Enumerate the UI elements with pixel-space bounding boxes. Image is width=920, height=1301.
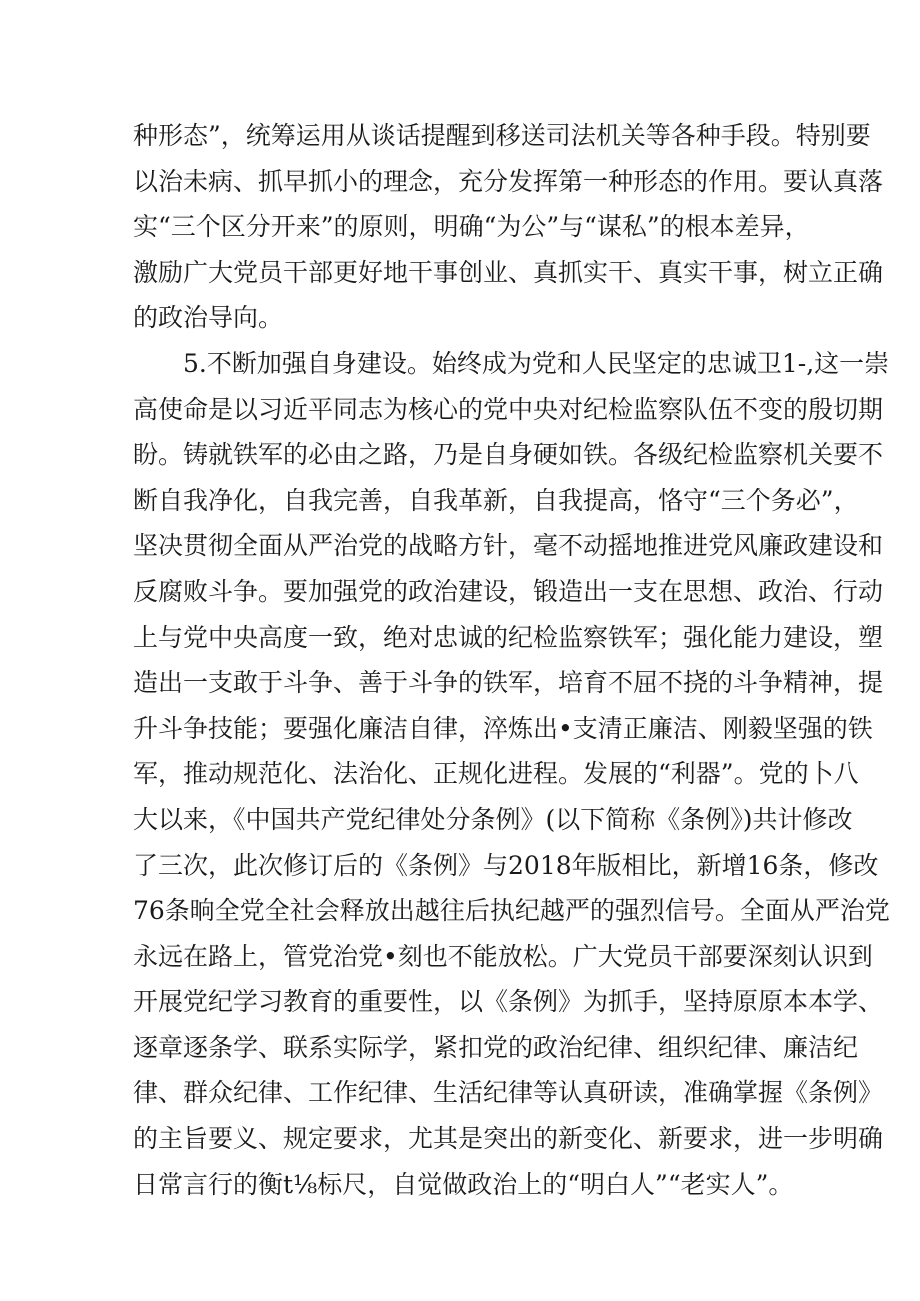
text-line: 坚决贯彻全面从严治党的战略方针，毫不动摇地推进党风廉政建设和	[133, 531, 884, 561]
text-line: 反腐败斗争。要加强党的政治建设，锻造出一支在思想、政治、行动	[133, 576, 884, 606]
text-line: 的政治导向。	[133, 303, 284, 333]
text-line: 高使命是以习近平同志为核心的党中央对纪检监察队伍不变的殷切期	[133, 394, 884, 424]
text-line: 以治未病、抓早抓小的理念，充分发挥第一种形态的作用。要认真落	[133, 166, 884, 196]
text-line: 日常言行的衡t⅛标尺，自觉做政治上的“明白人”“老实人”。	[133, 1169, 794, 1199]
text-line: 了三次，此次修订后的《条例》与2018年版相比，新增16条，修改	[133, 850, 879, 880]
text-line: 76条晌全党全社会释放出越往后执纪越严的强烈信号。全面从严治党	[133, 896, 890, 926]
text-line: 逐章逐条学、联系实际学，紧扣党的政治纪律、组织纪律、廉洁纪	[133, 1032, 859, 1062]
text-line: 激励广大党员干部更好地干事创业、真抓实干、真实干事，树立正确	[133, 257, 884, 287]
text-line: 军，推动规范化、法治化、正规化进程。发展的“利器”。党的卜八	[133, 759, 859, 789]
text-line: 升斗争技能；要强化廉洁自律，淬炼出•支清正廉洁、刚毅坚强的铁	[133, 713, 873, 743]
text-line: 开展党纪学习教育的重要性，以《条例》为抓手，坚持原原本本学、	[133, 987, 884, 1017]
text-line: 的主旨要义、规定要求，尤其是突出的新变化、新要求，进一步明确	[133, 1124, 884, 1154]
text-line: 律、群众纪律、工作纪律、生活纪律等认真研读，准确掌握《条例》	[133, 1078, 884, 1108]
text-line: 实“三个区分开来”的原则，明确“为公”与“谋私”的根本差异，	[133, 212, 810, 242]
text-line: 断自我净化，自我完善，自我革新，自我提高，恪守“三个务必”，	[133, 485, 859, 515]
text-line: 种形态”，统筹运用从谈话提醒到移送司法机关等各种手段。特别要	[133, 121, 871, 150]
body-text	[133, 113, 890, 1207]
text-line: 上与党中央高度一致，绝对忠诚的纪检监察铁军；强化能力建设，塑	[133, 622, 884, 652]
text-line: 造出一支敢于斗争、善于斗争的铁军，培育不屈不挠的斗争精神，提	[133, 668, 884, 698]
text-line: 永远在路上，管党治党•刻也不能放松。广大党员干部要深刻认识到	[133, 941, 873, 971]
text-line: 盼。铸就铁军的必由之路，乃是自身硬如铁。各级纪检监察机关要不	[133, 440, 884, 470]
text-line: 大以来，《中国共产党纪律处分条例》(以下简称《条例》)共计修改	[133, 804, 853, 834]
paragraph-heading-line: 5.不断加强自身建设。始终成为党和人民坚定的忠诚卫1-,这一崇	[183, 348, 890, 378]
